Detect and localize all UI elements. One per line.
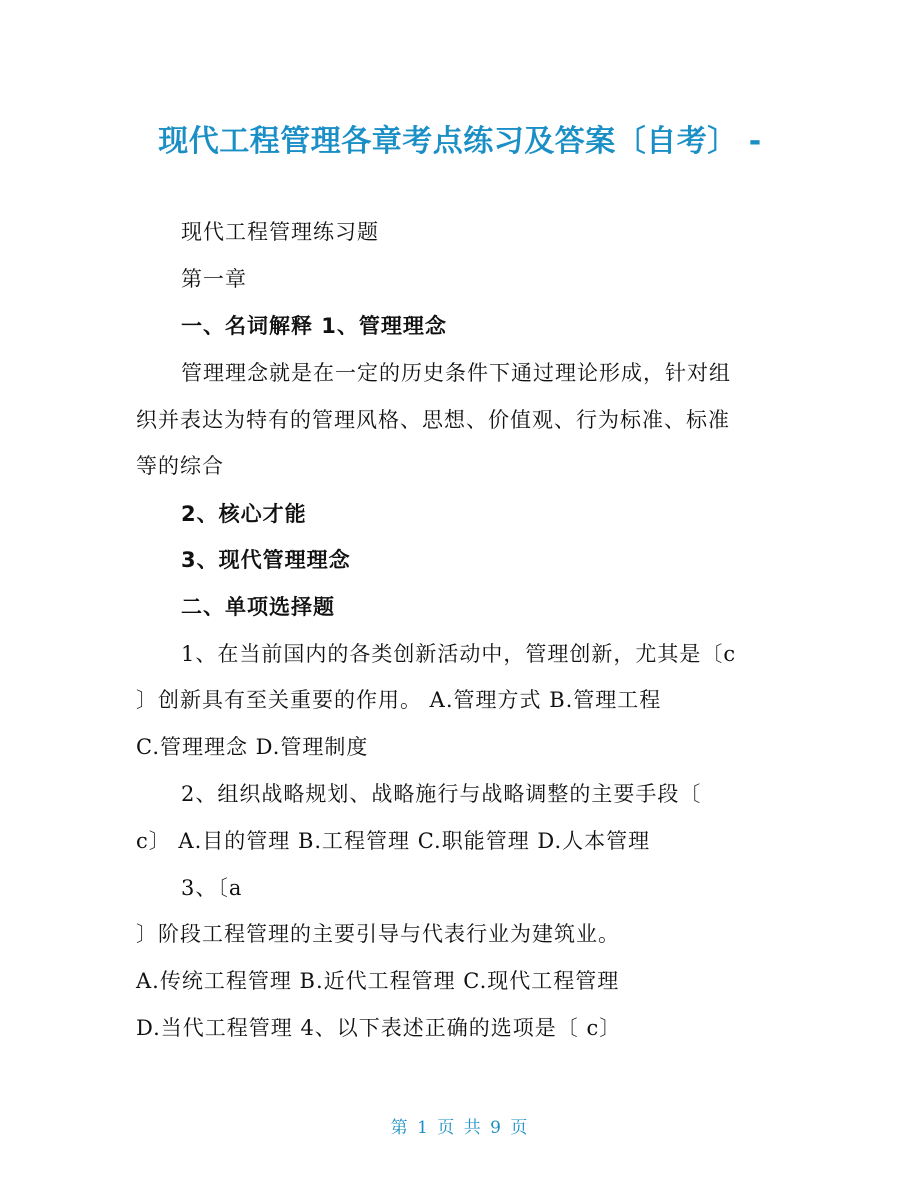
document-title: 现代工程管理各章考点练习及答案〔自考〕 - — [158, 124, 762, 159]
section-heading-choice: 二、单项选择题 — [181, 595, 335, 619]
question-line: 〕阶段工程管理的主要引导与代表行业为建筑业。 — [136, 922, 620, 946]
chapter-heading: 第一章 — [181, 267, 247, 291]
question-line: A.传统工程管理 B.近代工程管理 C.现代工程管理 — [136, 969, 620, 993]
paragraph-line: 管理理念就是在一定的历史条件下通过理论形成，针对组 — [181, 361, 731, 385]
question-line: c〕 A.目的管理 B.工程管理 C.职能管理 D.人本管理 — [136, 829, 651, 853]
term-heading: 3、现代管理理念 — [181, 548, 351, 572]
subtitle-line: 现代工程管理练习题 — [181, 220, 379, 244]
question-line: 1、在当前国内的各类创新活动中，管理创新，尤其是〔c — [181, 642, 737, 666]
section-heading-terms: 一、名词解释 1、管理理念 — [181, 314, 447, 338]
term-heading: 2、核心才能 — [181, 502, 307, 526]
question-line: 2、组织战略规划、战略施行与战略调整的主要手段〔 — [181, 782, 702, 806]
question-line: C.管理理念 D.管理制度 — [136, 735, 369, 759]
paragraph-line: 织并表达为特有的管理风格、思想、价值观、行为标准、标准 — [136, 408, 730, 432]
question-line: D.当代工程管理 4、以下表述正确的选项是〔 c〕 — [136, 1016, 622, 1040]
paragraph-line: 等的综合 — [136, 454, 224, 478]
question-line: 3、〔a — [181, 876, 243, 900]
question-line: 〕创新具有至关重要的作用。 A.管理方式 B.管理工程 — [136, 688, 662, 712]
page-footer: 第 1 页 共 9 页 — [390, 1118, 530, 1138]
